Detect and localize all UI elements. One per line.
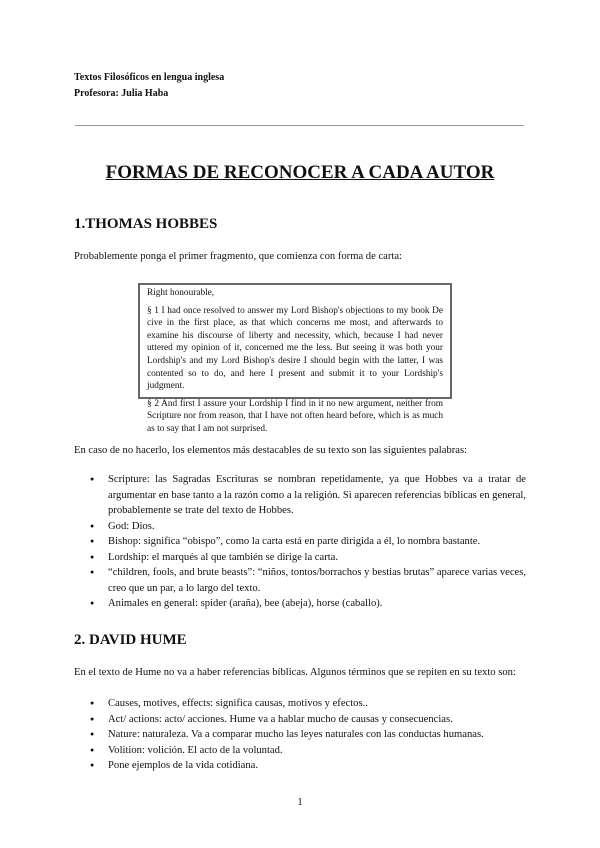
course-title: Textos Filosóficos en lengua inglesa bbox=[74, 72, 225, 83]
page-title: FORMAS DE RECONOCER A CADA AUTOR bbox=[105, 162, 495, 183]
list-item: ● Volition: volición. El acto de la voluntad. bbox=[74, 743, 526, 759]
list-item: ● Animales en general: spider (araña), bee (abeja), horse (caballo). bbox=[74, 596, 526, 612]
section-heading-hume: 2. DAVID HUME bbox=[74, 632, 187, 648]
list-item: ● Lordship: el marqués al que también se dirige la carta. bbox=[74, 550, 526, 566]
quote-paragraph: § 1 I had once resolved to answer my Lord Bishop's objections to my book De cive in the first place, as that which concerns me most, and afterwards to examine his discourse of liberty and necessity, which, because I had never uttered my opinion of it, concerned me the less. But seeing it was both your Lordship's and my Lord Bishop's desire I should begin with the latter, I was contented so to do, and here I present and submit it to your Lordship's judgment. bbox=[147, 305, 443, 392]
hume-keyword-list bbox=[74, 696, 526, 774]
hobbes-lead: En caso de no hacerlo, los elementos más destacables de su texto son las siguientes palabras: bbox=[74, 445, 468, 456]
list-item: ● “children, fools, and brute beasts”: “niños, tontos/borrachos y bestias brutas” aparece varias veces, creo que un par, a lo largo del texto. bbox=[74, 565, 526, 596]
list-item: ● Act/ actions: acto/ acciones. Hume va a hablar mucho de causas y consecuencias. bbox=[74, 712, 526, 728]
list-item: ● Nature: naturaleza. Va a comparar mucho las leyes naturales con las conductas humanas. bbox=[74, 727, 526, 743]
teacher-name: Profesora: Julia Haba bbox=[74, 88, 169, 99]
hume-intro: En el texto de Hume no va a haber referencias bíblicas. Algunos términos que se repiten en su texto son: bbox=[74, 667, 516, 678]
hobbes-intro: Probablemente ponga el primer fragmento, que comienza con forma de carta: bbox=[74, 251, 402, 262]
section-heading-hobbes: 1.THOMAS HOBBES bbox=[74, 216, 218, 232]
quote-paragraph: § 2 And first I assure your Lordship I find in it no new argument, neither from Scripture nor from reason, that I have not often heard before, which is as much as to say that I am not surprised. bbox=[147, 398, 443, 434]
quote-salutation: Right honourable, bbox=[147, 288, 215, 298]
header-divider bbox=[75, 125, 524, 126]
quote-box bbox=[138, 283, 452, 434]
list-item: ● God: Dios. bbox=[74, 519, 526, 535]
page-number: 1 bbox=[297, 796, 303, 808]
list-item: ● Scripture: las Sagradas Escrituras se nombran repetidamente, ya que Hobbes va a tratar de argumentar en base tanto a la razón como a la religión. Si aparecen referencias bíblicas en general, probablemente se trate del texto de Hobbes. bbox=[74, 472, 526, 519]
list-item: ● Causes, motives, effects: significa causas, motivos y efectos.. bbox=[74, 696, 526, 712]
hobbes-keyword-list bbox=[74, 472, 526, 612]
list-item: ● Pone ejemplos de la vida cotidiana. bbox=[74, 758, 526, 774]
list-item: ● Bishop: significa “obispo”, como la carta está en parte dirigida a él, lo nombra bastante. bbox=[74, 534, 526, 550]
